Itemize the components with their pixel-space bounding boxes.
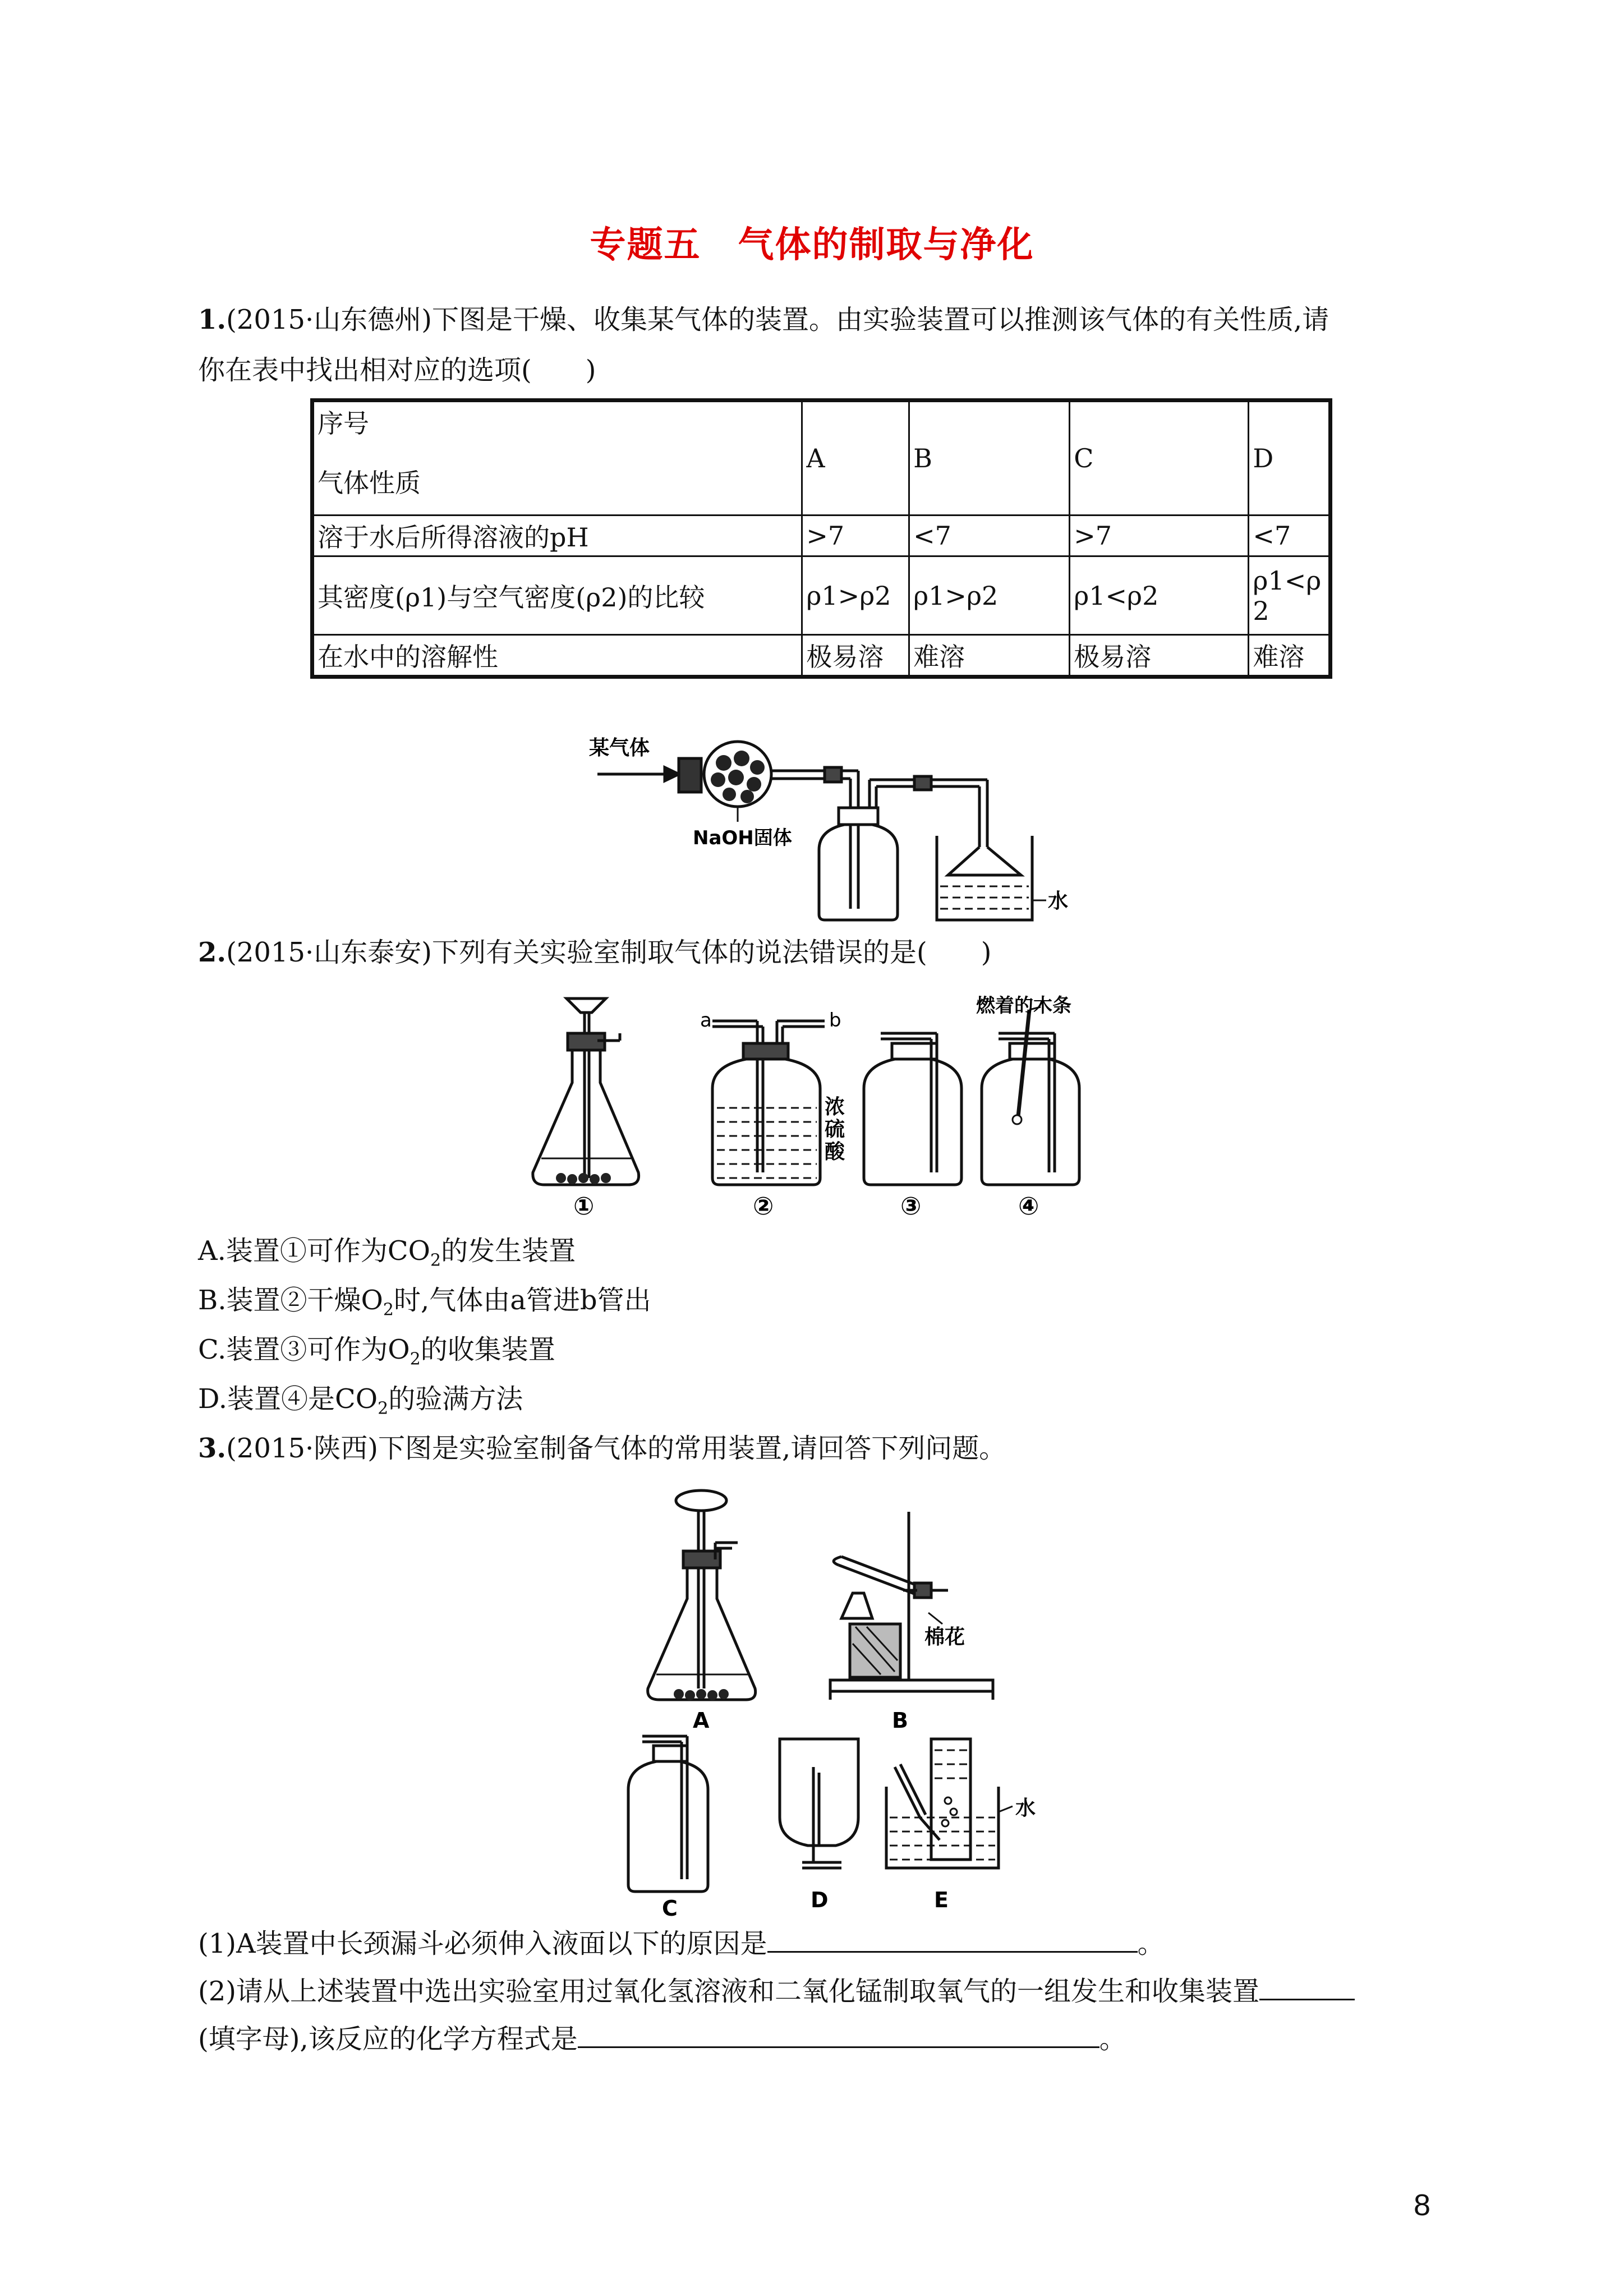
q2-option-d	[198, 1382, 523, 1426]
label-num-4: ④	[1018, 1192, 1039, 1221]
q2-text: (2015·山东泰安)下列有关实验室制取气体的说法错误的是( )	[226, 937, 992, 968]
label-water: 水	[1015, 1797, 1036, 1820]
table-cell: <7	[1249, 516, 1331, 556]
label-c: C	[662, 1896, 678, 1918]
label-naoh: NaOH固体	[693, 827, 792, 849]
label-acid-3: 酸	[825, 1140, 845, 1163]
option-text: A.装置①可作为CO	[198, 1235, 431, 1267]
subscript: 2	[430, 1250, 441, 1271]
q2-apparatus-figure	[522, 987, 1116, 1223]
q3-sub2-line1	[198, 1972, 1355, 2008]
label-acid-2: 硫	[825, 1118, 845, 1141]
table-cell: 难溶	[909, 635, 1070, 677]
label-burning-stick: 燃着的木条	[976, 995, 1071, 1017]
q3-sub1-text: (1)A装置中长颈漏斗必须伸入液面以下的原因是	[198, 1928, 767, 1959]
table-header-top: 序号	[318, 408, 369, 439]
q2-line	[198, 936, 991, 969]
table-option-b: B	[909, 401, 1070, 516]
q3-sub2-text2: (填字母),该反应的化学方程式是	[198, 2023, 578, 2055]
label-b: b	[829, 1009, 841, 1032]
q3-sub1-end: 。	[1137, 1928, 1165, 1959]
table-row-ph	[312, 516, 1331, 556]
table-cell: 难溶	[1249, 635, 1331, 677]
q3-number: 3.	[198, 1433, 227, 1464]
table-cell: <7	[909, 516, 1070, 556]
table-row-label: 其密度(ρ1)与空气密度(ρ2)的比较	[312, 556, 802, 635]
table-option-a: A	[802, 401, 909, 516]
table-cell: >7	[802, 516, 909, 556]
label-water: 水	[1048, 890, 1069, 913]
table-cell: ρ1>ρ2	[909, 556, 1070, 635]
table-cell: 极易溶	[1070, 635, 1249, 677]
option-text: 的验满方法	[388, 1383, 523, 1415]
label-e: E	[934, 1888, 949, 1912]
label-gas: 某气体	[589, 737, 650, 760]
subscript: 2	[378, 1398, 389, 1419]
answer-blank[interactable]	[578, 2019, 1099, 2048]
label-a: A	[693, 1708, 710, 1733]
table-row-label: 溶于水后所得溶液的pH	[312, 516, 802, 556]
label-b: B	[892, 1708, 908, 1733]
table-cell: >7	[1070, 516, 1249, 556]
table-row-label: 在水中的溶解性	[312, 635, 802, 677]
subscript: 2	[410, 1349, 421, 1369]
page-title: 专题五 气体的制取与净化	[590, 224, 1034, 266]
label-num-1: ①	[573, 1192, 595, 1221]
q3-line	[198, 1432, 1006, 1465]
table-option-c: C	[1070, 401, 1249, 516]
table-cell: ρ1<ρ2	[1249, 556, 1331, 635]
option-text: B.装置②干燥O	[198, 1285, 383, 1316]
q2-option-c	[198, 1333, 555, 1377]
label-a: a	[700, 1009, 712, 1032]
q1-text-line2: 你在表中找出相对应的选项( )	[198, 355, 596, 386]
table-cell: ρ1>ρ2	[802, 556, 909, 635]
q1-line1	[198, 303, 1329, 337]
page-number: 8	[1414, 2188, 1431, 2222]
option-text: C.装置③可作为O	[198, 1334, 410, 1365]
table-cell: 极易溶	[802, 635, 909, 677]
option-text: 时,气体由a管进b管出	[393, 1285, 651, 1316]
q3-sub2-line2	[198, 2019, 1126, 2056]
q1-apparatus-figure	[589, 724, 1071, 931]
q3-text: (2015·陕西)下图是实验室制备气体的常用装置,请回答下列问题。	[226, 1433, 1006, 1464]
label-num-2: ②	[753, 1192, 774, 1221]
label-acid-1: 浓	[825, 1096, 845, 1119]
q1-property-table	[310, 398, 1332, 679]
label-cotton: 棉花	[924, 1626, 965, 1649]
q2-option-b	[198, 1283, 651, 1327]
option-text: 的收集装置	[420, 1334, 555, 1365]
answer-blank[interactable]	[767, 1924, 1138, 1953]
q1-number: 1.	[198, 304, 227, 335]
label-num-3: ③	[900, 1192, 922, 1221]
q2-option-a	[198, 1234, 576, 1278]
q3-sub2-end: 。	[1099, 2023, 1126, 2055]
table-row-solubility	[312, 635, 1331, 677]
q1-text-line1: (2015·山东德州)下图是干燥、收集某气体的装置。由实验装置可以推测该气体的有关性质,请	[226, 304, 1329, 335]
q3-sub2-text1: (2)请从上述装置中选出实验室用过氧化氢溶液和二氧化锰制取氧气的一组发生和收集装置	[198, 1976, 1259, 2007]
label-d: D	[811, 1888, 829, 1912]
option-text: D.装置④是CO	[198, 1383, 378, 1415]
table-option-d: D	[1249, 401, 1331, 516]
q2-number: 2.	[198, 937, 227, 968]
q3-apparatus-figure	[617, 1481, 1094, 1918]
table-row-density	[312, 556, 1331, 635]
answer-blank[interactable]	[1259, 1972, 1355, 2000]
table-header-bottom: 气体性质	[318, 468, 421, 498]
table-cell: ρ1<ρ2	[1070, 556, 1249, 635]
subscript: 2	[383, 1300, 394, 1320]
table-header-cell	[312, 401, 802, 516]
q3-sub1	[198, 1924, 1165, 1961]
option-text: 的发生装置	[441, 1235, 576, 1267]
